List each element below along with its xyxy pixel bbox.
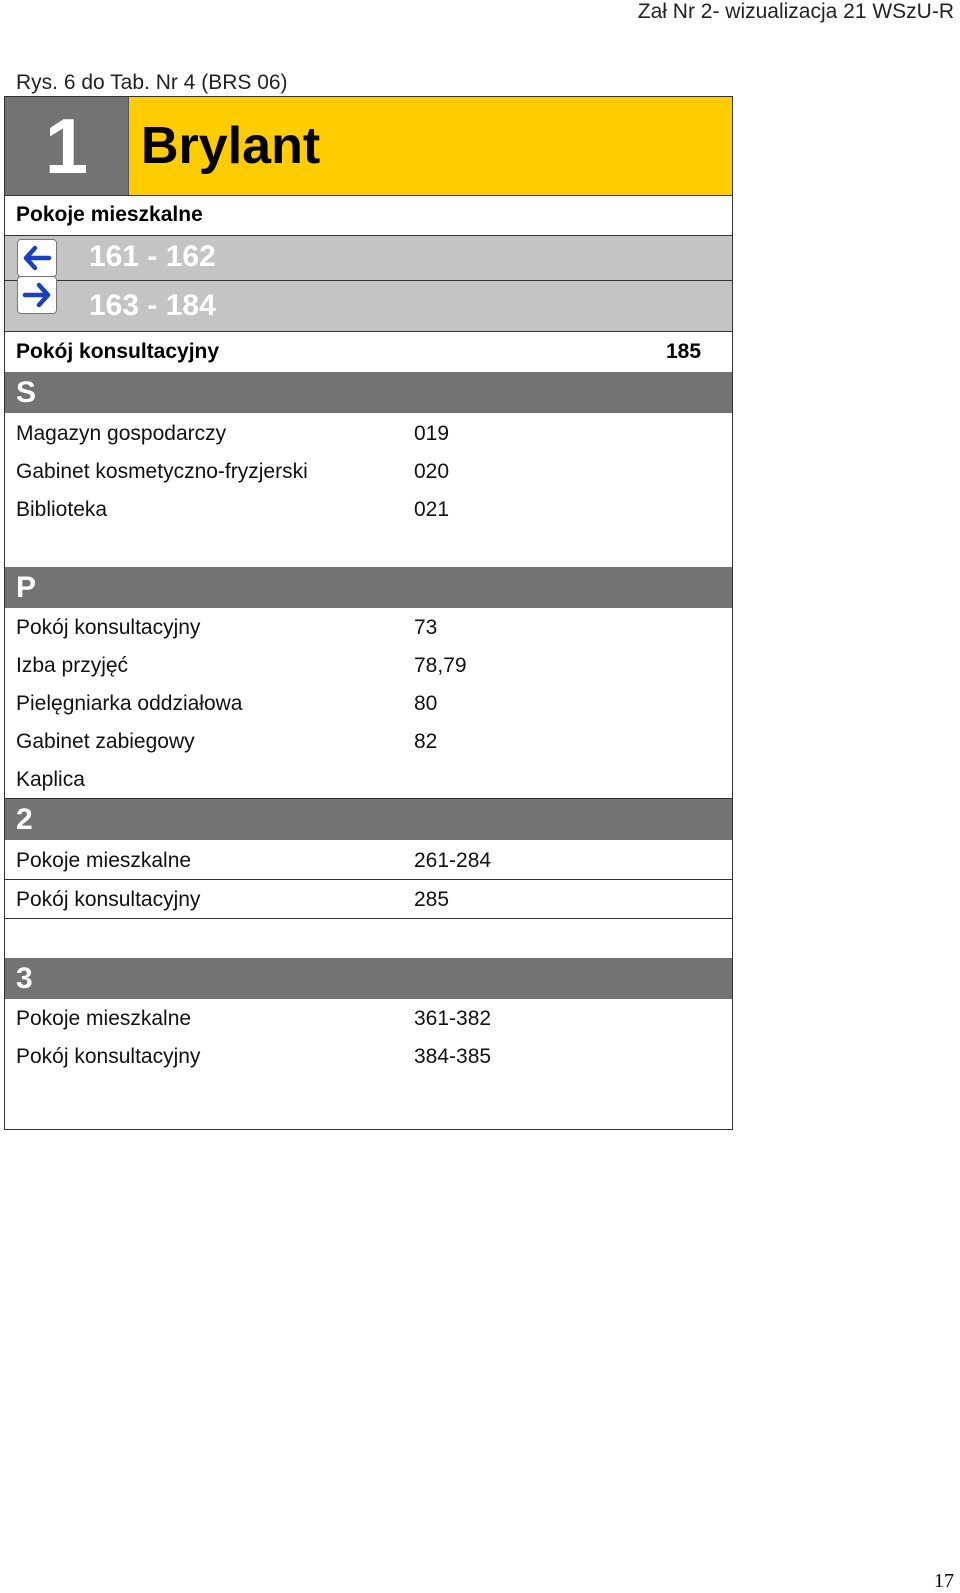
room-number: 020 [414, 460, 450, 483]
list-item [5, 881, 732, 919]
room-name: Magazyn gospodarczy [16, 422, 227, 445]
list-item [5, 415, 732, 453]
room-number: 361-382 [414, 1007, 492, 1030]
room-number: 285 [414, 888, 450, 911]
divider [5, 918, 732, 919]
figure-caption: Rys. 6 do Tab. Nr 4 (BRS 06) [16, 71, 288, 94]
room-number: 019 [414, 422, 450, 445]
list-item [5, 685, 732, 723]
list-item [5, 761, 732, 799]
room-number: 261-284 [414, 849, 492, 872]
list-item [5, 1038, 732, 1076]
room-name: Pokoje mieszkalne [16, 849, 192, 872]
page-header: Zał Nr 2- wizualizacja 21 WSzU-R [637, 0, 954, 23]
list-item [5, 647, 732, 685]
room-name: Pielęgniarka oddziałowa [16, 692, 243, 715]
list-item [5, 842, 732, 880]
section-2-bar: 2 [5, 799, 732, 840]
section-p-bar: P [5, 567, 732, 608]
list-item [5, 491, 732, 529]
section-3-bar: 3 [5, 958, 732, 999]
room-name: Kaplica [16, 768, 85, 791]
range-text: 161 - 162 [89, 240, 216, 273]
title-row [5, 97, 732, 195]
list-item [5, 609, 732, 647]
room-name: Gabinet zabiegowy [16, 730, 195, 753]
room-name: Izba przyjęć [16, 654, 129, 677]
room-name: Pokój konsultacyjny [16, 616, 201, 639]
divider [5, 195, 732, 196]
room-name: Pokój konsultacyjny [16, 888, 201, 911]
room-name: Pokoje mieszkalne [16, 1007, 192, 1030]
room-number: 73 [414, 616, 438, 639]
range-row-right [5, 280, 732, 332]
room-name: Biblioteka [16, 498, 108, 521]
list-item [5, 1000, 732, 1038]
range-row-left [5, 235, 732, 280]
consult-number: 185 [666, 340, 702, 363]
arrow-right-icon [17, 276, 57, 314]
floor-number: 1 [5, 97, 128, 195]
room-number: 82 [414, 730, 438, 753]
range-text: 163 - 184 [89, 289, 216, 322]
residential-label: Pokoje mieszkalne [16, 203, 203, 226]
room-name: Gabinet kosmetyczno-fryzjerski [16, 460, 308, 483]
room-number: 021 [414, 498, 450, 521]
room-number: 80 [414, 692, 438, 715]
list-item [5, 723, 732, 761]
arrow-left-icon [17, 239, 57, 277]
consult-label: Pokój konsultacyjny [16, 340, 220, 363]
room-number: 384-385 [414, 1045, 492, 1068]
section-s-bar: S [5, 372, 732, 413]
list-item [5, 453, 732, 491]
room-name: Pokój konsultacyjny [16, 1045, 201, 1068]
divider [5, 331, 732, 332]
directory-sign [4, 96, 733, 1130]
room-number: 78,79 [414, 654, 467, 677]
page-number: 17 [934, 1570, 954, 1592]
divider [5, 879, 732, 880]
unit-name: Brylant [128, 97, 732, 195]
